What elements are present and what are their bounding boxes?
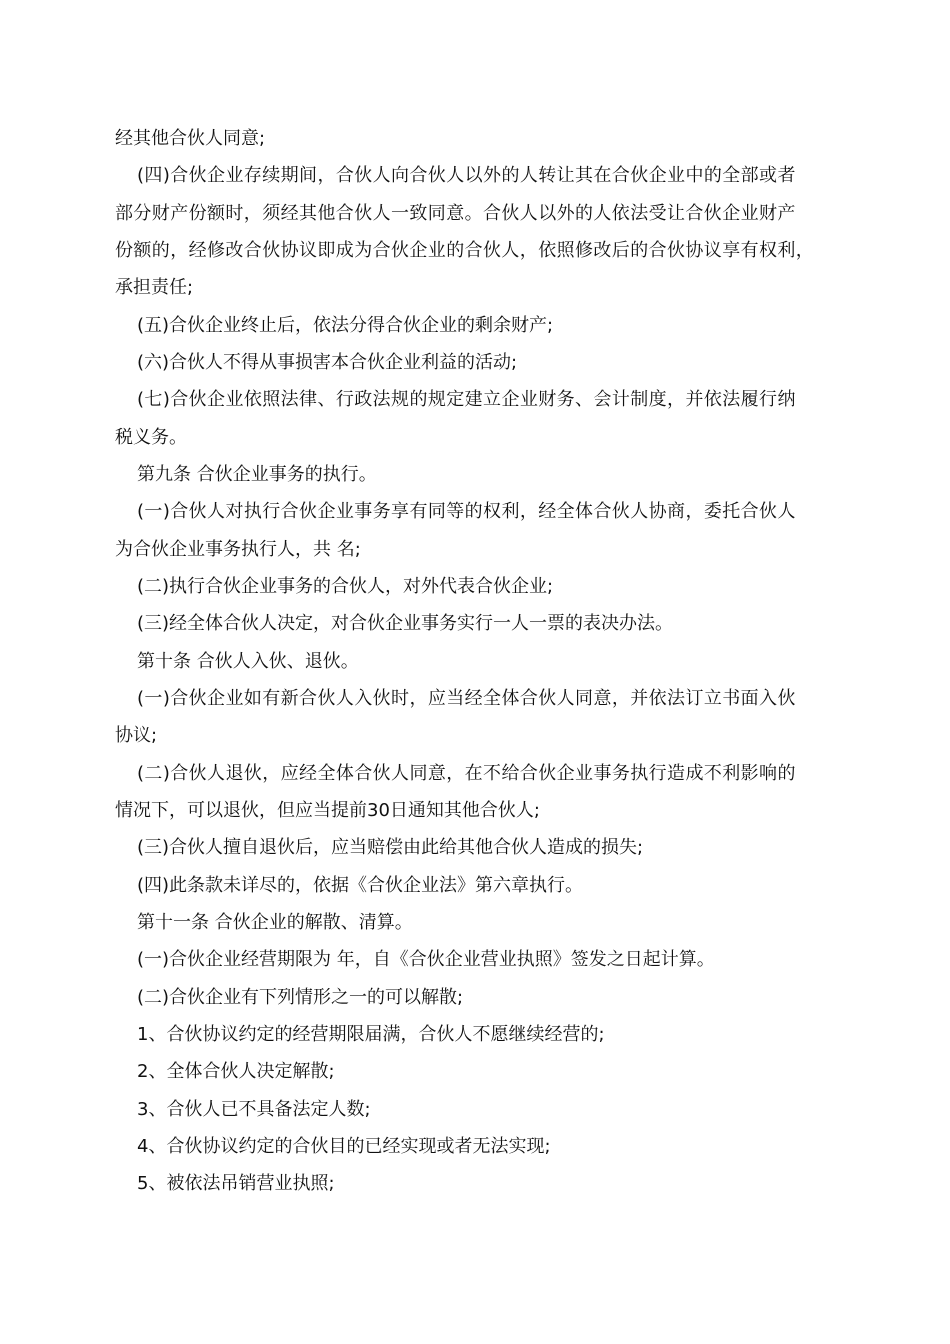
text-line: (四)合伙企业存续期间，合伙人向合伙人以外的人转让其在合伙企业中的全部或者: [137, 165, 796, 186]
text-line: 份额的，经修改合伙协议即成为合伙企业的合伙人，依照修改后的合伙协议享有权利，: [115, 240, 815, 261]
text-line: (二)执行合伙企业事务的合伙人，对外代表合伙企业;: [137, 576, 554, 597]
section-heading: 第十条 合伙人入伙、退伙。: [137, 651, 359, 672]
text-line: (四)此条款未详尽的，依据《合伙企业法》第六章执行。: [137, 875, 584, 896]
text-line: (二)合伙企业有下列情形之一的可以解散;: [137, 987, 464, 1008]
text-line: 情况下，可以退伙，但应当提前30日通知其他合伙人;: [115, 800, 540, 821]
list-item: 4、合伙协议约定的合伙目的已经实现或者无法实现;: [137, 1136, 551, 1157]
list-item: 1、合伙协议约定的经营期限届满，合伙人不愿继续经营的;: [137, 1024, 605, 1045]
text-line: 税义务。: [115, 427, 187, 448]
text-line: (一)合伙企业如有新合伙人入伙时，应当经全体合伙人同意，并依法订立书面入伙: [137, 688, 796, 709]
text-line: 为合伙企业事务执行人，共 名;: [115, 539, 361, 560]
section-heading: 第十一条 合伙企业的解散、清算。: [137, 912, 413, 933]
text-line: (五)合伙企业终止后，依法分得合伙企业的剩余财产;: [137, 315, 554, 336]
text-line: (六)合伙人不得从事损害本合伙企业利益的活动;: [137, 352, 518, 373]
text-line: (七)合伙企业依照法律、行政法规的规定建立企业财务、会计制度，并依法履行纳: [137, 389, 796, 410]
section-heading: 第九条 合伙企业事务的执行。: [137, 464, 377, 485]
text-line: 协议;: [115, 725, 158, 746]
text-line: (一)合伙人对执行合伙企业事务享有同等的权利，经全体合伙人协商，委托合伙人: [137, 501, 796, 522]
text-line: 部分财产份额时，须经其他合伙人一致同意。合伙人以外的人依法受让合伙企业财产: [115, 203, 796, 224]
text-line: (一)合伙企业经营期限为 年，自《合伙企业营业执照》签发之日起计算。: [137, 949, 715, 970]
text-line: (三)经全体合伙人决定，对合伙企业事务实行一人一票的表决办法。: [137, 613, 674, 634]
list-item: 2、全体合伙人决定解散;: [137, 1061, 335, 1082]
text-line: 经其他合伙人同意;: [115, 128, 266, 149]
list-item: 5、被依法吊销营业执照;: [137, 1173, 335, 1194]
list-item: 3、合伙人已不具备法定人数;: [137, 1099, 371, 1120]
text-line: 承担责任;: [115, 277, 194, 298]
text-line: (三)合伙人擅自退伙后，应当赔偿由此给其他合伙人造成的损失;: [137, 837, 644, 858]
text-line: (二)合伙人退伙，应经全体合伙人同意，在不给合伙企业事务执行造成不利影响的: [137, 763, 796, 784]
